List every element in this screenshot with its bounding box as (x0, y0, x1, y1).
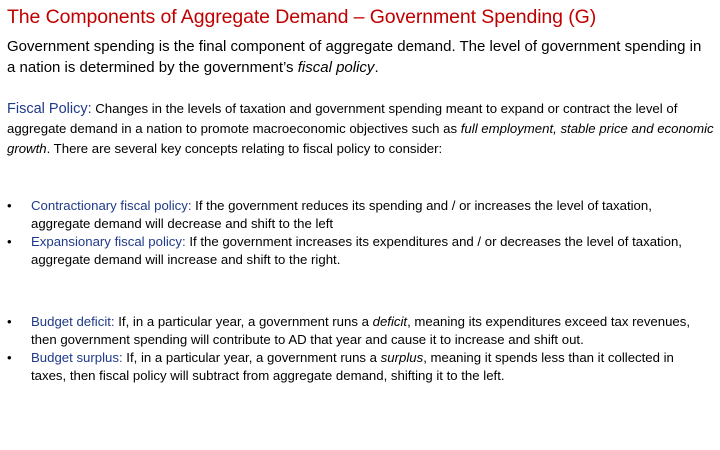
intro-paragraph (7, 36, 713, 78)
text-budget-surplus-b: , meaning it spends less than it collected in taxes, then fiscal policy will subtract from aggregate demand, shifting it to the left. (31, 350, 674, 383)
slide-title: The Components of Aggregate Demand – Government Spending (G) (7, 6, 597, 28)
text-budget-deficit-b: , meaning its expenditures exceed tax revenues, then government spending will contribute to AD that year and cause it to increase and shift out. (31, 314, 691, 347)
text-budget-deficit-a: If, in a particular year, a government runs a (114, 314, 373, 329)
term-contractionary: Contractionary fiscal policy: (31, 198, 192, 213)
emph-surplus: surplus (380, 350, 424, 365)
fiscal-policy-end: . There are several key concepts relating to fiscal policy to consider: (46, 141, 443, 156)
fiscal-policy-text: Changes in the levels of taxation and government spending meant to expand or contract the level of aggregate demand in a nation to promote macroeconomic objectives such as (7, 101, 678, 136)
list-item-expansionary (7, 233, 707, 269)
text-contractionary: If the government reduces its spending and / or increases the level of taxation, aggregate demand will decrease and shift to the left (31, 198, 652, 231)
fiscal-policy-types-list (7, 197, 707, 269)
emph-deficit: deficit (372, 314, 408, 329)
term-budget-deficit: Budget deficit: (31, 314, 115, 329)
text-expansionary: If the government increases its expenditures and / or decreases the level of taxation, aggregate demand will increase and shift to the right. (31, 234, 682, 267)
term-budget-surplus: Budget surplus: (31, 350, 123, 365)
list-item-contractionary (7, 197, 707, 233)
intro-emphasis: fiscal policy (297, 59, 375, 76)
term-expansionary: Expansionary fiscal policy: (31, 234, 186, 249)
intro-text: Government spending is the final component of aggregate demand. The level of government spending in a nation is determined by the government’s (7, 38, 702, 76)
fiscal-policy-paragraph (7, 99, 715, 159)
budget-balance-list (7, 313, 707, 385)
bullet-icon: • (7, 350, 12, 365)
list-item-budget-surplus (7, 349, 707, 385)
fiscal-policy-heading: Fiscal Policy: (7, 101, 92, 117)
bullet-icon: • (7, 314, 12, 329)
bullet-icon: • (7, 198, 12, 213)
fiscal-policy-emphasis: full employment, stable price and economic growth (7, 121, 714, 156)
list-item-budget-deficit (7, 313, 707, 349)
text-budget-surplus-a: If, in a particular year, a government runs a (122, 350, 381, 365)
intro-end: . (374, 59, 379, 76)
bullet-icon: • (7, 234, 12, 249)
